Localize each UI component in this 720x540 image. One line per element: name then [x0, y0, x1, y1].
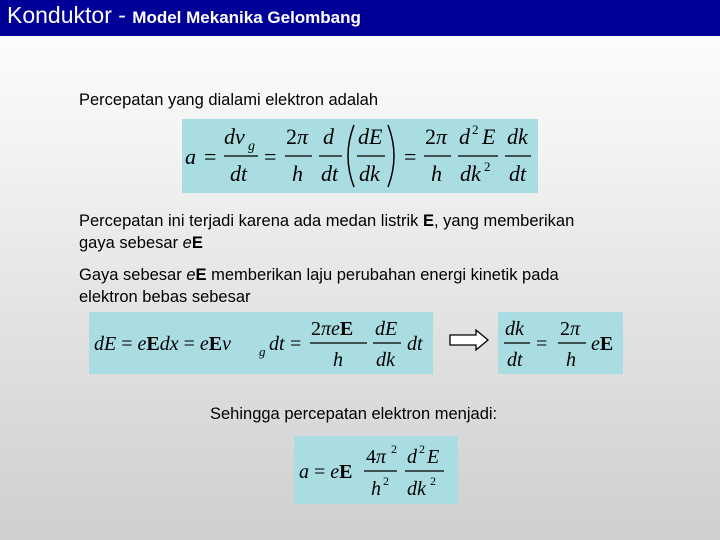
- svg-text:h: h: [333, 349, 343, 371]
- svg-text:dk: dk: [507, 124, 528, 149]
- svg-text:d: d: [407, 446, 417, 468]
- svg-text:h: h: [371, 478, 381, 500]
- svg-text:dv: dv: [224, 124, 245, 149]
- svg-text:2πeE: 2πeE: [311, 318, 354, 340]
- paragraph-conclusion: Sehingga percepatan elektron menjadi:: [210, 405, 498, 423]
- svg-text:4π: 4π: [366, 446, 387, 468]
- svg-text:d: d: [323, 124, 334, 149]
- svg-text:dk: dk: [505, 318, 524, 340]
- paragraph-electric-field: [79, 210, 574, 254]
- svg-text:=: =: [204, 144, 217, 169]
- svg-text:h: h: [566, 349, 576, 371]
- equation-2-graphic: [89, 312, 433, 374]
- svg-text:2: 2: [430, 474, 436, 488]
- svg-text:=: =: [264, 144, 277, 169]
- svg-text:2: 2: [419, 442, 425, 456]
- svg-text:dt: dt: [407, 333, 423, 355]
- svg-text:2π: 2π: [286, 124, 309, 149]
- paragraph-2-text: Percepatan ini terjadi karena ada medan listrik: [79, 212, 423, 230]
- implies-arrow-icon: [448, 329, 490, 356]
- paragraph-intro: Percepatan yang dialami elektron adalah: [79, 91, 379, 109]
- charge-symbol: e: [182, 234, 192, 252]
- svg-text:dk: dk: [460, 161, 481, 186]
- equation-final-acceleration: [294, 436, 458, 504]
- svg-text:dt: dt: [509, 161, 527, 186]
- paragraph-3-text-end: memberikan laju perubahan energi kinetik pada: [206, 266, 559, 284]
- svg-text:dE: dE: [358, 124, 383, 149]
- svg-text:=: =: [290, 333, 302, 355]
- svg-text:2π: 2π: [560, 318, 581, 340]
- paragraph-2-text-end: , yang memberikan: [433, 212, 575, 230]
- slide-title-bar: [0, 0, 720, 36]
- svg-text:dt: dt: [269, 333, 285, 355]
- paragraph-2-line2: gaya sebesar: [79, 234, 183, 252]
- svg-text:dk: dk: [376, 349, 395, 371]
- paragraph-3-text: Gaya sebesar: [79, 266, 187, 284]
- svg-text:dE: dE: [375, 318, 398, 340]
- svg-text:a: a: [185, 144, 196, 169]
- svg-text:dt: dt: [321, 161, 339, 186]
- svg-text:dt: dt: [230, 161, 248, 186]
- svg-text:d: d: [459, 124, 470, 149]
- paragraph-kinetic-energy: [79, 264, 559, 308]
- svg-text:dt: dt: [507, 349, 523, 371]
- equation-acceleration-definition: [182, 119, 538, 193]
- svg-text:=: =: [536, 333, 548, 355]
- svg-text:2: 2: [383, 474, 389, 488]
- svg-text:g: g: [248, 139, 255, 154]
- equation-1-graphic: [182, 119, 538, 193]
- paragraph-3-line2: elektron bebas sebesar: [79, 288, 251, 306]
- equation-3-graphic: [498, 312, 623, 374]
- svg-text:g: g: [259, 344, 266, 359]
- svg-text:2: 2: [472, 122, 479, 137]
- svg-text:dk: dk: [407, 478, 426, 500]
- field-symbol: E: [422, 212, 434, 230]
- svg-text:2: 2: [484, 159, 491, 174]
- svg-text:E: E: [482, 124, 496, 149]
- svg-text:E: E: [427, 446, 440, 468]
- svg-text:h: h: [431, 161, 442, 186]
- svg-text:h: h: [292, 161, 303, 186]
- svg-text:dE = eEdx = eEv: dE = eEdx = eEv: [94, 333, 232, 355]
- equation-energy-change: [89, 312, 433, 374]
- field-symbol-3: E: [195, 266, 207, 284]
- equation-4-graphic: [294, 436, 458, 504]
- field-symbol-2: E: [191, 234, 203, 252]
- svg-text:2π: 2π: [425, 124, 448, 149]
- svg-text:dk: dk: [359, 161, 380, 186]
- slide-subtitle: Model Mekanika Gelombang: [132, 8, 361, 27]
- svg-text:2: 2: [391, 442, 397, 456]
- equation-wavevector-rate: [498, 312, 623, 374]
- svg-text:a = eE: a = eE: [299, 461, 353, 483]
- charge-symbol-3: e: [186, 266, 196, 284]
- svg-text:eE: eE: [591, 333, 614, 355]
- slide-title: Konduktor -: [7, 2, 133, 28]
- svg-text:=: =: [404, 144, 417, 169]
